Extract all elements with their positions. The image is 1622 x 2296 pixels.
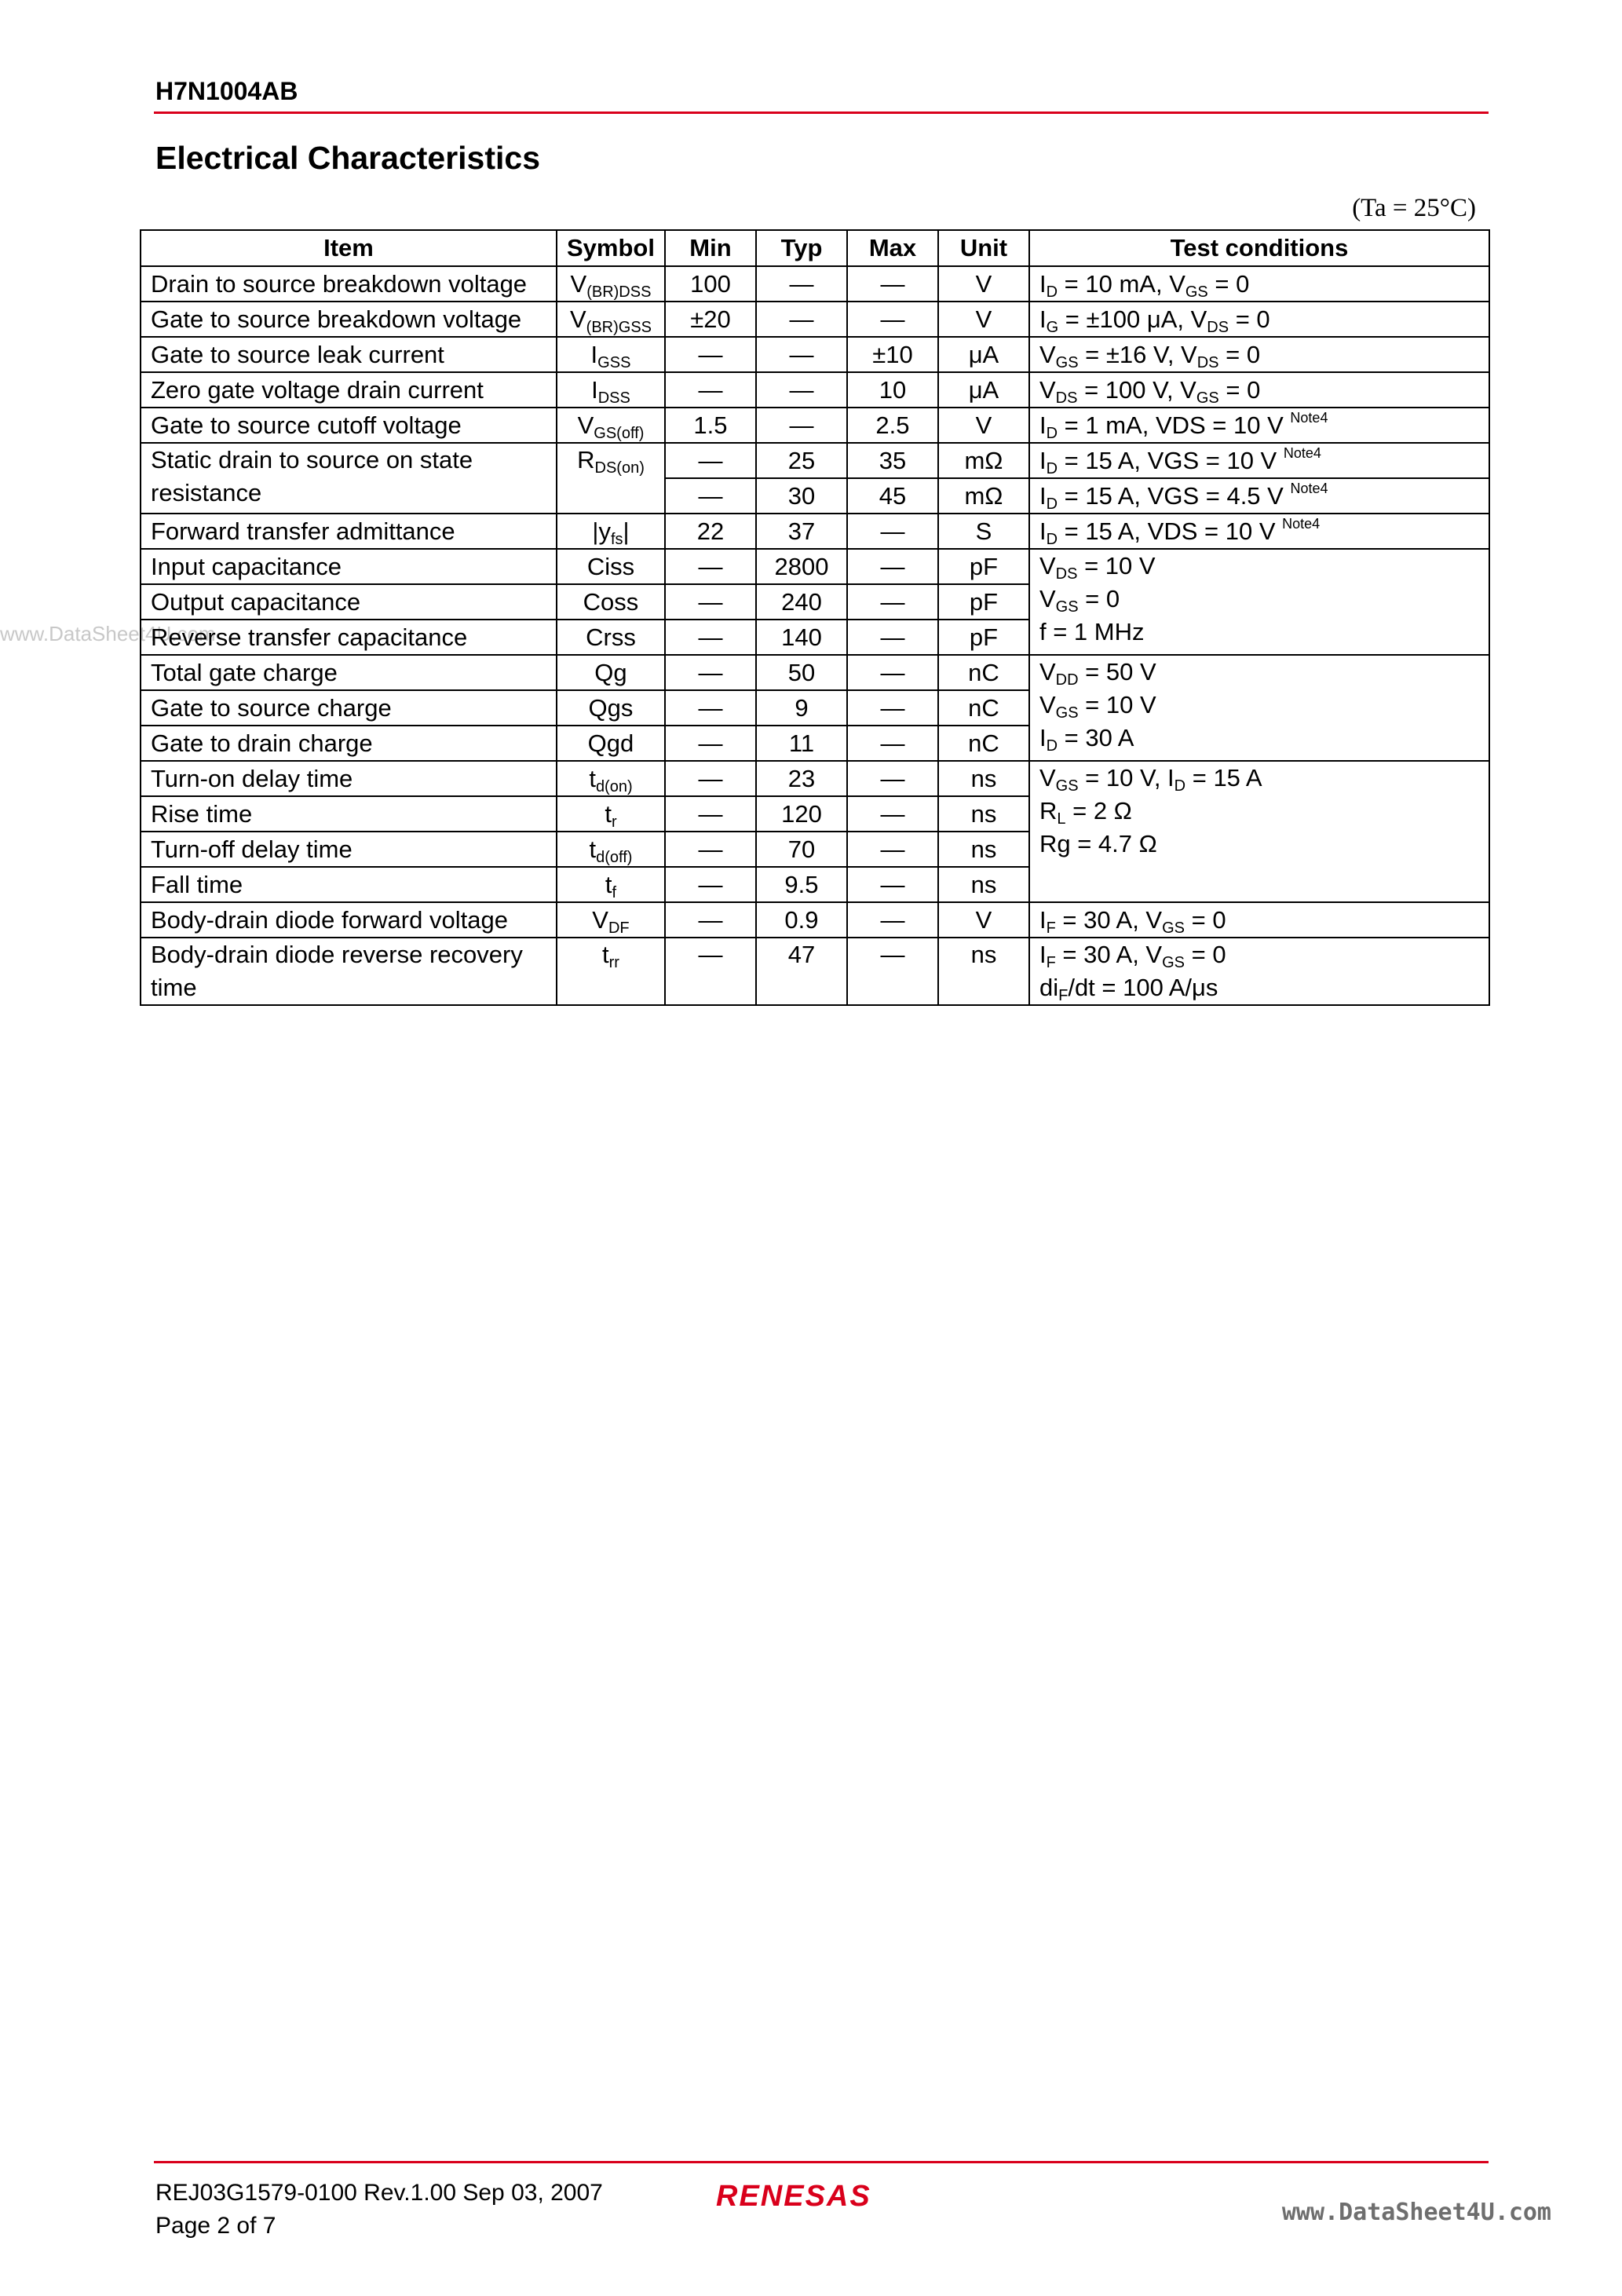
min-cell: — [665,337,756,372]
item-cell: Output capacitance [141,584,557,620]
symbol-cell: Ciss [557,549,665,584]
table-row [141,514,1489,549]
symbol-cell: $V_{(BR)GSS}$ [557,302,665,337]
max-cell: 10 [847,372,938,408]
max-cell: — [847,620,938,655]
max-cell: ±10 [847,337,938,372]
typ-cell: 50 [756,655,847,690]
typ-cell: 0.9 [756,902,847,938]
column-header: Typ [756,230,847,266]
condition-cell: $I_D = 15$ A, VGS = 4.5 V $^{Note4}$ [1029,478,1489,514]
unit-cell: ns [938,832,1029,867]
item-cell: Drain to source breakdown voltage [141,266,557,302]
table-row [141,549,1489,584]
condition-cell: $I_D = 1$ mA, VDS = 10 V $^{Note4}$ [1029,408,1489,443]
symbol-cell: Coss [557,584,665,620]
column-header: Max [847,230,938,266]
max-cell: — [847,302,938,337]
unit-cell: V [938,408,1029,443]
symbol-cell: $V_{(BR)DSS}$ [557,266,665,302]
table-row [141,902,1489,938]
symbol-cell: Crss [557,620,665,655]
typ-cell: 2800 [756,549,847,584]
item-cell: Zero gate voltage drain current [141,372,557,408]
item-cell: Gate to source charge [141,690,557,726]
unit-cell: pF [938,549,1029,584]
item-cell: Reverse transfer capacitance [141,620,557,655]
symbol-cell: $V_{GS(off)}$ [557,408,665,443]
part-number: H7N1004AB [155,77,298,105]
min-cell: — [665,584,756,620]
unit-cell: ns [938,796,1029,832]
watermark-text: www.DataSheet4U.com [0,622,216,645]
symbol-cell: $t_f$ [557,867,665,902]
max-cell: 35 [847,443,938,478]
condition-cell: $V_{GS} = \pm 16$ V, $V_{DS} = 0$ [1029,337,1489,372]
typ-cell: 47 [756,938,847,1005]
column-header: Unit [938,230,1029,266]
column-header: Item [141,230,557,266]
condition-cell: $V_{DS} = 10$ V $V_{GS} = 0$ f = 1 MHz [1029,549,1489,655]
typ-cell: 11 [756,726,847,761]
symbol-cell: $V_{DF}$ [557,902,665,938]
symbol-cell: $t_{d(on)}$ [557,761,665,796]
typ-cell: 30 [756,478,847,514]
condition-cell: $I_D = 10$ mA, $V_{GS} = 0$ [1029,266,1489,302]
max-cell: — [847,867,938,902]
min-cell: — [665,867,756,902]
symbol-cell: Qg [557,655,665,690]
max-cell: — [847,796,938,832]
unit-cell: mΩ [938,443,1029,478]
unit-cell: V [938,266,1029,302]
max-cell: — [847,902,938,938]
symbol-cell: $t_{d(off)}$ [557,832,665,867]
item-cell: Gate to drain charge [141,726,557,761]
min-cell: — [665,902,756,938]
max-cell: — [847,266,938,302]
table-row [141,938,1489,1005]
max-cell: — [847,938,938,1005]
min-cell: — [665,938,756,1005]
condition-cell: $I_G = \pm 100$ μA, $V_{DS} = 0$ [1029,302,1489,337]
item-cell: Turn-on delay time [141,761,557,796]
typ-cell: 120 [756,796,847,832]
symbol-cell: $I_{GSS}$ [557,337,665,372]
item-cell: Turn-off delay time [141,832,557,867]
item-cell: Gate to source breakdown voltage [141,302,557,337]
typ-cell: — [756,302,847,337]
page-number: Page 2 of 7 [155,2213,276,2239]
unit-cell: ns [938,938,1029,1005]
min-cell: — [665,726,756,761]
condition-cell: $V_{DD} = 50$ V $V_{GS} = 10$ V $I_D = 30$ A [1029,655,1489,761]
max-cell: — [847,832,938,867]
unit-cell: μA [938,372,1029,408]
typ-cell: — [756,266,847,302]
unit-cell: mΩ [938,478,1029,514]
column-header: Symbol [557,230,665,266]
table-row [141,408,1489,443]
symbol-cell: $t_{rr}$ [557,938,665,1005]
symbol-cell: Qgd [557,726,665,761]
condition-cell: $I_F = 30$ A, $V_{GS} = 0$ [1029,902,1489,938]
unit-cell: ns [938,761,1029,796]
footer-rule [154,2161,1489,2163]
max-cell: — [847,584,938,620]
table-row [141,443,1489,478]
max-cell: 2.5 [847,408,938,443]
typ-cell: 37 [756,514,847,549]
typ-cell: — [756,337,847,372]
table-header-row [141,230,1489,266]
min-cell: — [665,549,756,584]
table-row [141,761,1489,796]
min-cell: — [665,796,756,832]
electrical-characteristics-table [140,229,1490,1006]
typ-cell: — [756,372,847,408]
min-cell: — [665,372,756,408]
typ-cell: 9.5 [756,867,847,902]
min-cell: ±20 [665,302,756,337]
min-cell: — [665,690,756,726]
unit-cell: nC [938,655,1029,690]
condition-cell: $I_D = 15$ A, VGS = 10 V $^{Note4}$ [1029,443,1489,478]
table-row [141,266,1489,302]
condition-cell: $I_F = 30$ A, $V_{GS} = 0$ $di_F/dt = 100$ A/μs [1029,938,1489,1005]
condition-cell: $V_{GS} = 10$ V, $I_D = 15$ A $R_L = 2$ Ω Rg = 4.7 Ω [1029,761,1489,902]
table-row [141,302,1489,337]
column-header: Min [665,230,756,266]
min-cell: — [665,478,756,514]
max-cell: — [847,549,938,584]
item-cell: Gate to source cutoff voltage [141,408,557,443]
item-cell: Rise time [141,796,557,832]
unit-cell: nC [938,690,1029,726]
symbol-cell: $|y_{fs}|$ [557,514,665,549]
min-cell: 1.5 [665,408,756,443]
min-cell: — [665,620,756,655]
typ-cell: 23 [756,761,847,796]
symbol-cell: $t_r$ [557,796,665,832]
typ-cell: 70 [756,832,847,867]
max-cell: — [847,761,938,796]
typ-cell: 240 [756,584,847,620]
item-cell: Gate to source leak current [141,337,557,372]
min-cell: — [665,655,756,690]
item-cell: Total gate charge [141,655,557,690]
renesas-logo: RENESAS [716,2180,871,2213]
item-cell: Forward transfer admittance [141,514,557,549]
doc-number: REJ03G1579-0100 Rev.1.00 Sep 03, 2007 [155,2180,603,2206]
item-cell: Static drain to source on state resistance [141,443,557,514]
table-row [141,655,1489,690]
condition-cell: $I_D = 15$ A, VDS = 10 V $^{Note4}$ [1029,514,1489,549]
table-row [141,372,1489,408]
table-row [141,337,1489,372]
min-cell: — [665,443,756,478]
footer-info [155,2177,603,2243]
unit-cell: μA [938,337,1029,372]
unit-cell: V [938,302,1029,337]
min-cell: 22 [665,514,756,549]
unit-cell: V [938,902,1029,938]
typ-cell: — [756,408,847,443]
column-header: Test conditions [1029,230,1489,266]
max-cell: — [847,690,938,726]
unit-cell: pF [938,584,1029,620]
typ-cell: 140 [756,620,847,655]
min-cell: 100 [665,266,756,302]
min-cell: — [665,761,756,796]
max-cell: 45 [847,478,938,514]
ambient-condition: (Ta = 25°C) [1352,194,1476,222]
header-rule [154,112,1489,114]
max-cell: — [847,655,938,690]
condition-cell: $V_{DS} = 100$ V, $V_{GS} = 0$ [1029,372,1489,408]
max-cell: — [847,726,938,761]
item-cell: Body-drain diode reverse recovery time [141,938,557,1005]
symbol-cell: Qgs [557,690,665,726]
footer-site-link[interactable]: www.DataSheet4U.com [1281,2199,1551,2226]
unit-cell: pF [938,620,1029,655]
section-title: Electrical Characteristics [155,140,540,176]
item-cell: Body-drain diode forward voltage [141,902,557,938]
typ-cell: 9 [756,690,847,726]
max-cell: — [847,514,938,549]
unit-cell: ns [938,867,1029,902]
typ-cell: 25 [756,443,847,478]
unit-cell: S [938,514,1029,549]
item-cell: Input capacitance [141,549,557,584]
symbol-cell: $R_{DS(on)}$ [557,443,665,514]
item-cell: Fall time [141,867,557,902]
symbol-cell: $I_{DSS}$ [557,372,665,408]
min-cell: — [665,832,756,867]
unit-cell: nC [938,726,1029,761]
